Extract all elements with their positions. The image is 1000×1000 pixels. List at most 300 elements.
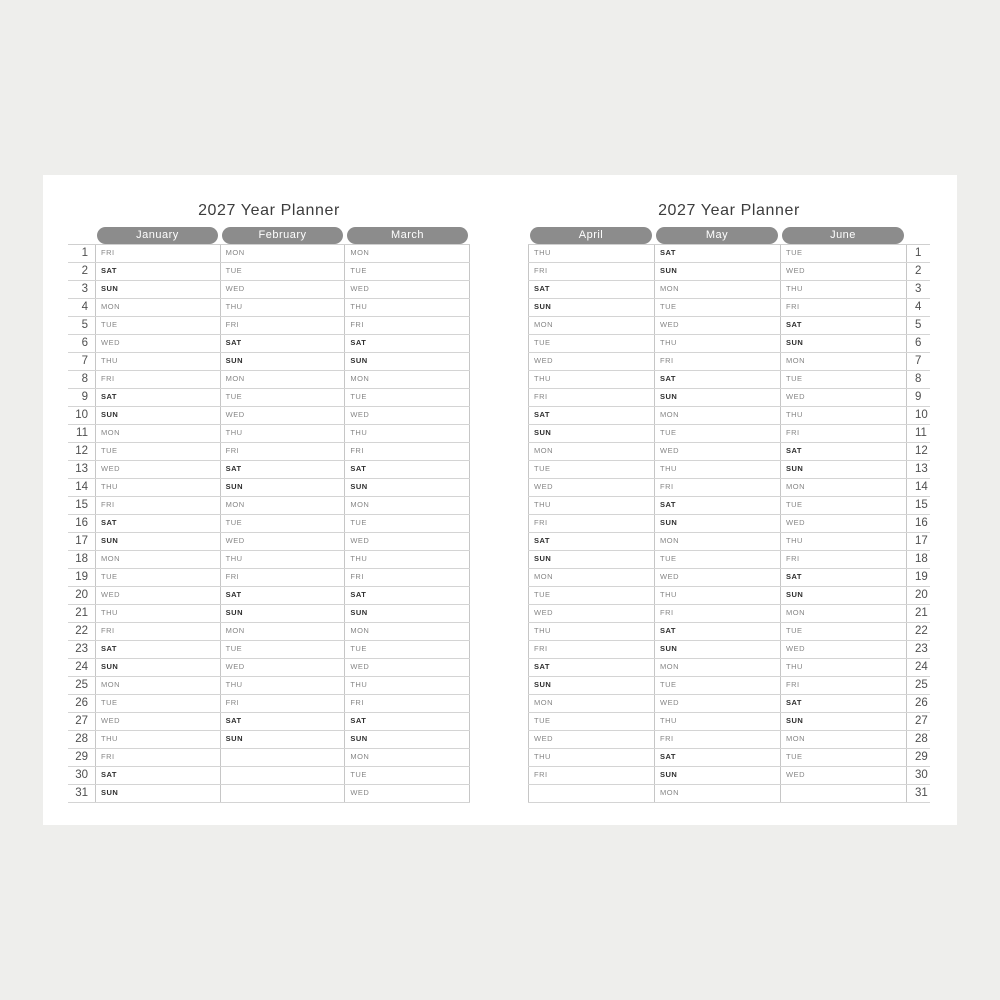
weekday-cell: WED	[780, 767, 906, 784]
day-number-cell: 20	[75, 589, 88, 601]
weekday-cell: SAT	[95, 767, 220, 784]
weekday-cell: SUN	[654, 767, 780, 784]
day-number-cell: 17	[906, 533, 930, 550]
day-number-cell: 15	[906, 497, 930, 514]
weekday-cell: FRI	[528, 515, 654, 532]
weekday-cell: SAT	[344, 587, 470, 604]
planner-grid-right	[528, 244, 930, 803]
weekday-cell: WED	[220, 533, 345, 550]
weekday-cell: FRI	[95, 749, 220, 766]
weekday-cell: FRI	[780, 677, 906, 694]
day-number-cell: 29	[906, 749, 930, 766]
month-header-pill-march: March	[347, 227, 468, 244]
weekday-cell: TUE	[528, 461, 654, 478]
table-row	[68, 407, 470, 425]
weekday-cell: SAT	[654, 623, 780, 640]
weekday-cell: TUE	[654, 677, 780, 694]
weekday-cell: TUE	[528, 713, 654, 730]
weekday-cell: FRI	[344, 443, 470, 460]
table-row	[528, 695, 930, 713]
weekday-cell: TUE	[654, 299, 780, 316]
table-row	[68, 569, 470, 587]
planner-page-left	[68, 175, 470, 825]
table-row	[528, 353, 930, 371]
weekday-cell: THU	[344, 299, 470, 316]
weekday-cell: WED	[528, 605, 654, 622]
weekday-cell: MON	[528, 569, 654, 586]
weekday-cell: MON	[95, 299, 220, 316]
weekday-cell: FRI	[95, 497, 220, 514]
day-number-cell: 6	[906, 335, 930, 352]
weekday-cell: FRI	[654, 731, 780, 748]
table-row	[68, 479, 470, 497]
weekday-cell: TUE	[95, 569, 220, 586]
table-row	[528, 749, 930, 767]
table-row	[528, 605, 930, 623]
weekday-cell: SAT	[220, 587, 345, 604]
table-row	[528, 263, 930, 281]
weekday-cell: THU	[95, 479, 220, 496]
day-number-cell: 10	[906, 407, 930, 424]
day-number-cell: 22	[906, 623, 930, 640]
weekday-cell: THU	[654, 335, 780, 352]
day-number-cell: 19	[75, 571, 88, 583]
table-row	[528, 569, 930, 587]
planner-grid-left	[68, 244, 470, 803]
table-row	[68, 281, 470, 299]
table-row	[528, 245, 930, 263]
weekday-cell: FRI	[528, 767, 654, 784]
weekday-cell	[528, 785, 654, 802]
weekday-cell: SUN	[780, 461, 906, 478]
weekday-cell: FRI	[95, 623, 220, 640]
day-number-cell: 27	[75, 715, 88, 727]
weekday-cell: SUN	[528, 677, 654, 694]
weekday-cell: TUE	[344, 389, 470, 406]
weekday-cell: FRI	[344, 695, 470, 712]
weekday-cell: WED	[654, 317, 780, 334]
weekday-cell: TUE	[654, 551, 780, 568]
weekday-cell: THU	[528, 245, 654, 262]
weekday-cell: WED	[654, 443, 780, 460]
weekday-cell: MON	[528, 443, 654, 460]
weekday-cell: FRI	[95, 245, 220, 262]
table-row	[528, 425, 930, 443]
weekday-cell: FRI	[780, 299, 906, 316]
weekday-cell: SUN	[95, 281, 220, 298]
day-number-cell: 20	[906, 587, 930, 604]
weekday-cell: SUN	[344, 731, 470, 748]
month-header-pill-february: February	[222, 227, 343, 244]
weekday-cell: SAT	[654, 497, 780, 514]
weekday-cell: THU	[344, 425, 470, 442]
weekday-cell: WED	[344, 281, 470, 298]
weekday-cell: WED	[780, 263, 906, 280]
weekday-cell: SAT	[654, 245, 780, 262]
weekday-cell: MON	[344, 371, 470, 388]
table-row	[528, 371, 930, 389]
weekday-cell: MON	[344, 497, 470, 514]
day-number-cell: 16	[75, 517, 88, 529]
weekday-cell: THU	[780, 533, 906, 550]
weekday-cell: MON	[220, 371, 345, 388]
weekday-cell: MON	[95, 677, 220, 694]
day-number-cell: 25	[906, 677, 930, 694]
weekday-cell: FRI	[654, 605, 780, 622]
weekday-cell: FRI	[95, 371, 220, 388]
weekday-cell: SAT	[220, 713, 345, 730]
weekday-cell: SAT	[528, 407, 654, 424]
day-number-cell: 7	[906, 353, 930, 370]
weekday-cell: FRI	[528, 641, 654, 658]
weekday-cell: SUN	[528, 551, 654, 568]
weekday-cell: SAT	[654, 749, 780, 766]
day-number-cell: 4	[81, 301, 88, 313]
day-number-cell: 31	[75, 787, 88, 799]
weekday-cell: FRI	[220, 443, 345, 460]
table-row	[528, 659, 930, 677]
table-row	[528, 785, 930, 803]
planner-page-right	[528, 175, 930, 825]
weekday-cell: SUN	[95, 785, 220, 802]
table-row	[68, 749, 470, 767]
day-number-cell: 13	[75, 463, 88, 475]
table-row	[528, 497, 930, 515]
table-row	[68, 767, 470, 785]
weekday-cell: SUN	[780, 335, 906, 352]
day-number-cell: 29	[75, 751, 88, 763]
day-number-cell: 1	[906, 245, 930, 262]
weekday-cell: WED	[528, 353, 654, 370]
weekday-cell: FRI	[528, 389, 654, 406]
day-number-cell: 6	[81, 337, 88, 349]
weekday-cell	[220, 785, 345, 802]
day-number-cell: 5	[906, 317, 930, 334]
weekday-cell: THU	[780, 281, 906, 298]
weekday-cell: FRI	[220, 317, 345, 334]
weekday-cell: THU	[220, 299, 345, 316]
weekday-cell: MON	[654, 533, 780, 550]
weekday-cell: SUN	[220, 731, 345, 748]
weekday-cell: MON	[780, 605, 906, 622]
weekday-cell: MON	[220, 245, 345, 262]
weekday-cell: WED	[220, 659, 345, 676]
weekday-cell: WED	[780, 389, 906, 406]
weekday-cell: THU	[528, 749, 654, 766]
day-number-cell: 4	[906, 299, 930, 316]
weekday-cell: THU	[344, 551, 470, 568]
weekday-cell: SUN	[654, 515, 780, 532]
table-row	[528, 731, 930, 749]
weekday-cell: SUN	[528, 299, 654, 316]
weekday-cell: FRI	[220, 695, 345, 712]
day-number-cell: 2	[906, 263, 930, 280]
day-number-cell: 28	[906, 731, 930, 748]
day-number-cell: 12	[75, 445, 88, 457]
weekday-cell: TUE	[528, 587, 654, 604]
weekday-cell: WED	[344, 533, 470, 550]
weekday-cell: FRI	[344, 317, 470, 334]
weekday-cell: SAT	[95, 641, 220, 658]
page-title: 2027 Year Planner	[658, 202, 800, 219]
table-row	[528, 407, 930, 425]
day-number-cell: 31	[906, 785, 930, 802]
table-row	[528, 713, 930, 731]
weekday-cell: SUN	[95, 659, 220, 676]
weekday-cell: WED	[654, 695, 780, 712]
weekday-cell: WED	[344, 785, 470, 802]
weekday-cell: SUN	[780, 713, 906, 730]
weekday-cell: MON	[780, 731, 906, 748]
weekday-cell: WED	[780, 515, 906, 532]
weekday-cell: WED	[220, 281, 345, 298]
weekday-cell: SAT	[780, 317, 906, 334]
table-row	[68, 371, 470, 389]
table-row	[528, 515, 930, 533]
weekday-cell: MON	[344, 749, 470, 766]
day-number-cell: 26	[906, 695, 930, 712]
weekday-cell: FRI	[780, 425, 906, 442]
weekday-cell: THU	[95, 605, 220, 622]
table-row	[68, 659, 470, 677]
day-number-cell: 13	[906, 461, 930, 478]
weekday-cell: SUN	[344, 353, 470, 370]
table-row	[68, 695, 470, 713]
day-number-cell: 26	[75, 697, 88, 709]
day-number-cell: 30	[906, 767, 930, 784]
weekday-cell: MON	[780, 479, 906, 496]
weekday-cell: MON	[220, 497, 345, 514]
day-number-cell: 14	[906, 479, 930, 496]
weekday-cell: WED	[780, 641, 906, 658]
table-row	[68, 317, 470, 335]
weekday-cell: TUE	[220, 389, 345, 406]
table-row	[68, 461, 470, 479]
weekday-cell: THU	[220, 425, 345, 442]
table-row	[68, 587, 470, 605]
table-row	[68, 299, 470, 317]
weekday-cell: THU	[220, 551, 345, 568]
weekday-cell: SAT	[780, 443, 906, 460]
table-row	[528, 587, 930, 605]
table-row	[68, 677, 470, 695]
weekday-cell: THU	[654, 587, 780, 604]
day-number-cell: 15	[75, 499, 88, 511]
weekday-cell: SAT	[780, 569, 906, 586]
day-number-cell: 1	[81, 247, 88, 259]
weekday-cell: MON	[654, 407, 780, 424]
table-row	[68, 641, 470, 659]
day-number-cell: 12	[906, 443, 930, 460]
weekday-cell: TUE	[220, 641, 345, 658]
day-number-cell: 14	[75, 481, 88, 493]
weekday-cell: MON	[654, 785, 780, 802]
table-row	[528, 641, 930, 659]
month-header-row	[528, 227, 930, 244]
weekday-cell: WED	[654, 569, 780, 586]
weekday-cell: SAT	[220, 461, 345, 478]
weekday-cell: TUE	[344, 515, 470, 532]
weekday-cell: MON	[220, 623, 345, 640]
table-row	[528, 443, 930, 461]
day-number-cell: 23	[906, 641, 930, 658]
table-row	[68, 425, 470, 443]
day-number-cell: 22	[75, 625, 88, 637]
weekday-cell: MON	[654, 281, 780, 298]
weekday-cell: THU	[95, 731, 220, 748]
weekday-cell: FRI	[528, 263, 654, 280]
weekday-cell: WED	[344, 407, 470, 424]
weekday-cell: MON	[654, 659, 780, 676]
weekday-cell: SAT	[95, 515, 220, 532]
day-number-cell: 3	[81, 283, 88, 295]
weekday-cell: SUN	[220, 353, 345, 370]
table-row	[68, 533, 470, 551]
weekday-cell: SUN	[344, 479, 470, 496]
weekday-cell: TUE	[654, 425, 780, 442]
weekday-cell: SAT	[528, 659, 654, 676]
weekday-cell: TUE	[780, 371, 906, 388]
weekday-cell	[220, 749, 345, 766]
weekday-cell: MON	[528, 695, 654, 712]
day-number-cell: 8	[81, 373, 88, 385]
day-number-cell: 5	[81, 319, 88, 331]
weekday-cell: THU	[654, 461, 780, 478]
weekday-cell: TUE	[344, 263, 470, 280]
day-number-cell: 16	[906, 515, 930, 532]
weekday-cell: FRI	[220, 569, 345, 586]
weekday-cell: MON	[344, 245, 470, 262]
planner-sheet	[43, 175, 957, 825]
table-row	[528, 335, 930, 353]
month-header-pill-june: June	[782, 227, 904, 244]
weekday-cell: WED	[220, 407, 345, 424]
day-number-cell: 11	[76, 427, 88, 439]
table-row	[68, 263, 470, 281]
weekday-cell: TUE	[95, 695, 220, 712]
weekday-cell: FRI	[654, 479, 780, 496]
month-header-pill-january: January	[97, 227, 218, 244]
weekday-cell: MON	[344, 623, 470, 640]
table-row	[68, 731, 470, 749]
weekday-cell: SAT	[344, 461, 470, 478]
weekday-cell: MON	[95, 425, 220, 442]
weekday-cell: THU	[780, 407, 906, 424]
day-number-cell: 11	[906, 425, 930, 442]
table-row	[68, 389, 470, 407]
table-row	[528, 767, 930, 785]
weekday-cell: THU	[528, 623, 654, 640]
weekday-cell: TUE	[780, 749, 906, 766]
weekday-cell: SAT	[780, 695, 906, 712]
weekday-cell: TUE	[95, 317, 220, 334]
weekday-cell: SUN	[220, 479, 345, 496]
day-number-cell: 19	[906, 569, 930, 586]
weekday-cell: THU	[95, 353, 220, 370]
day-number-cell: 18	[75, 553, 88, 565]
weekday-cell: MON	[528, 317, 654, 334]
weekday-cell: TUE	[344, 767, 470, 784]
weekday-cell: TUE	[780, 497, 906, 514]
table-row	[68, 785, 470, 803]
day-number-cell: 9	[906, 389, 930, 406]
weekday-cell: WED	[95, 713, 220, 730]
weekday-cell: SUN	[654, 389, 780, 406]
table-row	[528, 533, 930, 551]
weekday-cell: FRI	[780, 551, 906, 568]
day-number-cell: 25	[75, 679, 88, 691]
weekday-cell: WED	[528, 479, 654, 496]
table-row	[528, 281, 930, 299]
weekday-cell: TUE	[95, 443, 220, 460]
table-row	[68, 335, 470, 353]
day-number-cell: 27	[906, 713, 930, 730]
day-number-cell: 10	[75, 409, 88, 421]
weekday-cell: FRI	[654, 353, 780, 370]
weekday-cell: SUN	[220, 605, 345, 622]
table-row	[68, 245, 470, 263]
weekday-cell: WED	[95, 587, 220, 604]
weekday-cell: SAT	[528, 281, 654, 298]
weekday-cell: SAT	[344, 713, 470, 730]
day-number-spacer	[906, 227, 930, 244]
weekday-cell: THU	[528, 371, 654, 388]
day-number-cell: 24	[906, 659, 930, 676]
day-number-cell: 2	[81, 265, 88, 277]
table-row	[528, 299, 930, 317]
month-header-pill-may: May	[656, 227, 778, 244]
table-row	[528, 623, 930, 641]
day-number-cell: 28	[75, 733, 88, 745]
weekday-cell: SUN	[780, 587, 906, 604]
table-row	[528, 479, 930, 497]
weekday-cell: TUE	[780, 623, 906, 640]
table-row	[68, 515, 470, 533]
table-row	[528, 677, 930, 695]
weekday-cell: SAT	[95, 389, 220, 406]
weekday-cell: SUN	[528, 425, 654, 442]
weekday-cell: SUN	[654, 263, 780, 280]
weekday-cell: SAT	[220, 335, 345, 352]
table-row	[528, 389, 930, 407]
table-row	[68, 353, 470, 371]
weekday-cell: SAT	[95, 263, 220, 280]
weekday-cell: WED	[344, 659, 470, 676]
day-number-cell: 8	[906, 371, 930, 388]
weekday-cell: WED	[95, 335, 220, 352]
day-number-cell: 21	[906, 605, 930, 622]
weekday-cell: TUE	[220, 515, 345, 532]
weekday-cell: FRI	[344, 569, 470, 586]
weekday-cell: THU	[220, 677, 345, 694]
day-number-cell: 23	[75, 643, 88, 655]
table-row	[528, 317, 930, 335]
page-title: 2027 Year Planner	[198, 202, 340, 219]
day-number-cell: 9	[81, 391, 88, 403]
weekday-cell: WED	[95, 461, 220, 478]
weekday-cell: WED	[528, 731, 654, 748]
day-number-spacer	[68, 227, 95, 244]
weekday-cell: THU	[654, 713, 780, 730]
day-number-cell: 30	[75, 769, 88, 781]
day-number-cell: 18	[906, 551, 930, 568]
weekday-cell: SUN	[95, 533, 220, 550]
month-header-pill-april: April	[530, 227, 652, 244]
weekday-cell: TUE	[344, 641, 470, 658]
day-number-cell: 21	[75, 607, 88, 619]
table-row	[68, 551, 470, 569]
weekday-cell: SAT	[344, 335, 470, 352]
